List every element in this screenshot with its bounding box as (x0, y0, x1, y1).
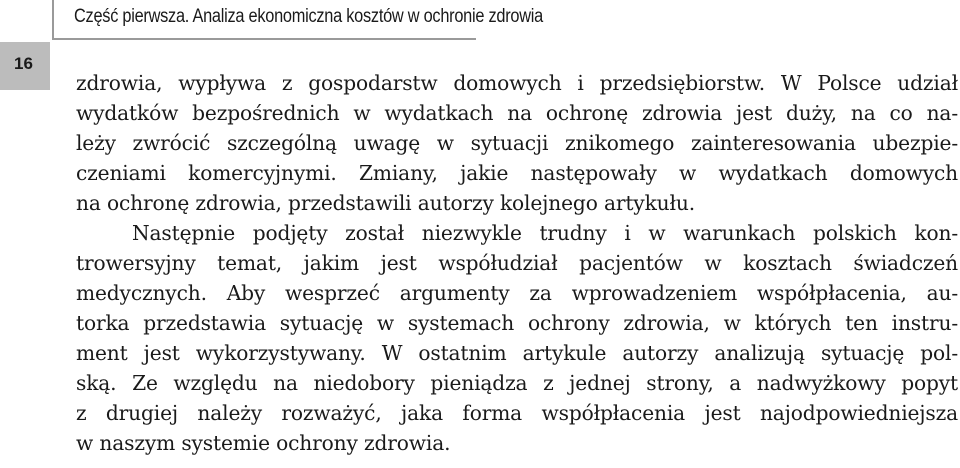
text-line: zdrowia, wypływa z gospodarstw domowych i przedsiębiorstw. W Polsce udział (76, 71, 958, 95)
text-line: medycznych. Aby wesprzeć argumenty za wprowadzeniem współpłacenia, au- (76, 281, 958, 305)
header-vertical-rule (52, 0, 54, 40)
header-horizontal-rule (52, 38, 476, 40)
text-line: wydatków bezpośrednich w wydatkach na ochronę zdrowia jest duży, na co na- (76, 101, 958, 125)
body-text (76, 68, 958, 458)
text-line: ment jest wykorzystywany. W ostatnim artykule autorzy analizują sytuację pol- (76, 341, 958, 365)
text-line: torka przedstawia sytuację w systemach ochrony zdrowia, w których ten instru- (76, 311, 958, 335)
text-line: ską. Ze względu na niedobory pieniądza z jednej strony, a nadwyżkowy popyt (76, 371, 958, 395)
running-header: Część pierwsza. Analiza ekonomiczna kosztów w ochronie zdrowia (74, 6, 543, 27)
text-line: trowersyjny temat, jakim jest współudział pacjentów w kosztach świadczeń (76, 251, 958, 275)
text-line: w naszym systemie ochrony zdrowia. (76, 431, 451, 455)
text-line: z drugiej należy rozważyć, jaka forma współpłacenia jest najodpowiedniejsza (76, 401, 958, 425)
text-line: czeniami komercyjnymi. Zmiany, jakie następowały w wydatkach domowych (76, 161, 958, 185)
text-line: na ochronę zdrowia, przedstawili autorzy kolejnego artykułu. (76, 191, 696, 215)
page-number: 16 (14, 54, 33, 73)
text-line: leży zwrócić szczególną uwagę w sytuacji znikomego zainteresowania ubezpie- (76, 131, 958, 155)
text-line: Następnie podjęty został niezwykle trudny i w warunkach polskich kon- (132, 221, 958, 245)
